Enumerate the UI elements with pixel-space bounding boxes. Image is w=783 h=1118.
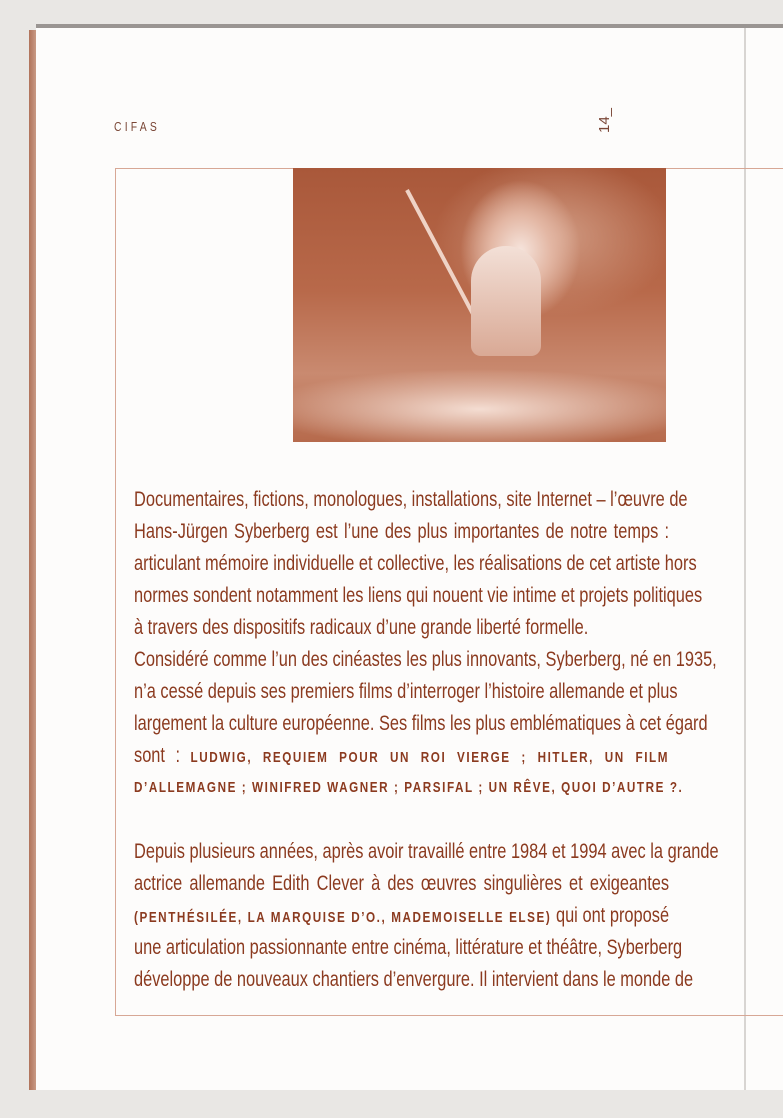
text-span: sont : <box>134 744 181 767</box>
text-line: articulant mémoire individuelle et collective, les réalisations de cet artiste hors <box>134 552 697 575</box>
publisher-header: CIFAS <box>114 119 161 134</box>
film-titles: LUDWIG, REQUIEM POUR UN ROI VIERGE ; HITLER, UN FILM <box>190 749 670 766</box>
text-line: largement la culture européenne. Ses films les plus emblématiques à cet égard <box>134 712 708 735</box>
text-line: Documentaires, fictions, monologues, installations, site Internet – l’œuvre de <box>134 488 688 511</box>
film-still-photo <box>293 168 666 442</box>
film-titles-line: D’ALLEMAGNE ; WINIFRED WAGNER ; PARSIFAL ; UN RÊVE, QUOI D’AUTRE ?. <box>134 779 684 796</box>
text-line: à travers des dispositifs radicaux d’une grande liberté formelle. <box>134 616 589 639</box>
page-number: 14_ <box>596 107 614 134</box>
text-line: Considéré comme l’un des cinéastes les plus innovants, Syberberg, né en 1935, <box>134 648 717 671</box>
text-line: n’a cessé depuis ses premiers films d’interroger l’histoire allemande et plus <box>134 680 678 703</box>
photo-figure <box>471 246 541 356</box>
page-edge <box>29 30 36 1090</box>
photo-pole <box>405 189 474 314</box>
text-line: Depuis plusieurs années, après avoir travaillé entre 1984 et 1994 avec la grande <box>134 840 719 863</box>
text-line: développe de nouveaux chantiers d’envergure. Il intervient dans le monde de <box>134 968 694 991</box>
text-span: qui ont proposé <box>555 904 670 927</box>
text-line: actrice allemande Edith Clever à des œuvres singulières et exigeantes <box>134 872 670 895</box>
film-titles: (PENTHÉSILÉE, LA MARQUISE D’O., MADEMOISELLE ELSE) <box>134 909 552 926</box>
text-line <box>134 742 669 772</box>
text-line: Hans-Jürgen Syberberg est l’une des plus importantes de notre temps : <box>134 520 670 543</box>
text-line: normes sondent notamment les liens qui nouent vie intime et projets politiques <box>134 584 703 607</box>
text-line <box>134 902 669 932</box>
text-line: une articulation passionnante entre cinéma, littérature et théâtre, Syberberg <box>134 936 683 959</box>
